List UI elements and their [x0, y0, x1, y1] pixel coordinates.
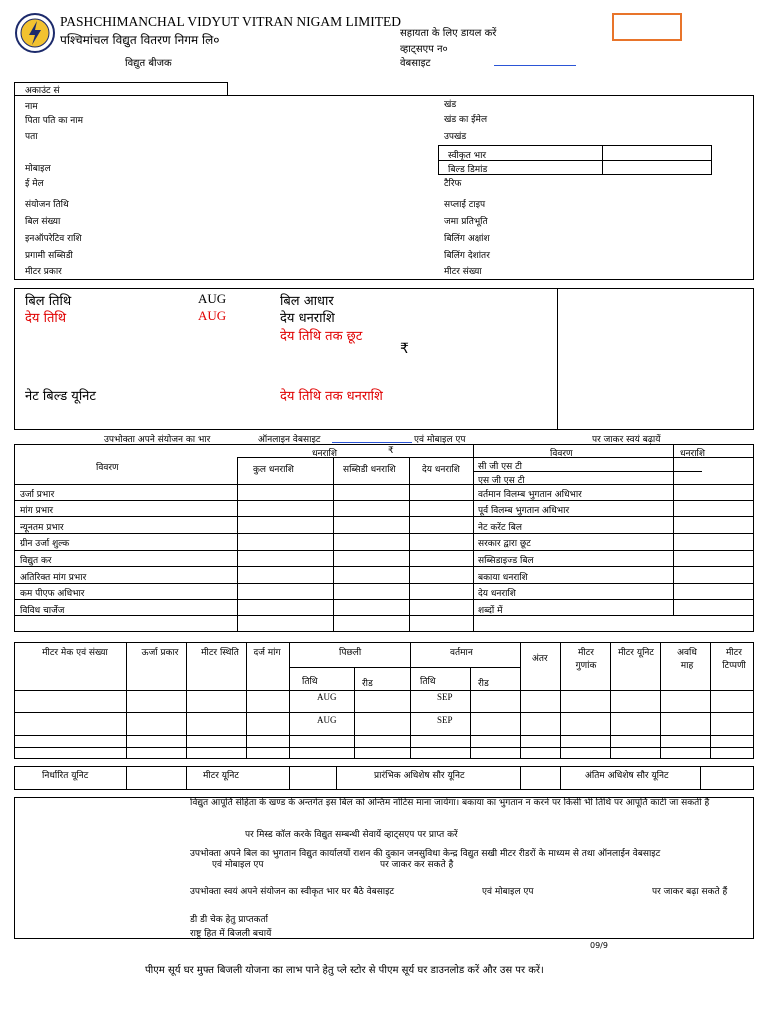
load-increase-can-text: पर जाकर बढ़ा सकते हैं — [652, 887, 728, 897]
save-electricity-text: राष्ट्र हित में बिजली बचायें — [190, 929, 272, 939]
previous-late-surcharge-label: पूर्व विलम्ब भुगतान अधिभार — [478, 506, 570, 516]
whatsapp-label: व्हाट्सएप न० — [400, 44, 448, 55]
closing-solar-units-label: अंतिम अधिशेष सौर यूनिट — [585, 771, 669, 781]
misc-charges-label: विविध चार्जेज — [20, 606, 65, 616]
subsidy-amount-header: सब्सिडी धनराशि — [343, 465, 396, 475]
energy-charge-label: उर्जा प्रभार — [20, 490, 55, 500]
meter-reading-table — [14, 642, 754, 759]
previous-date-subheader: तिथि — [302, 677, 318, 687]
previous-month-2: AUG — [317, 715, 337, 725]
pm-surya-ghar-footer: पीएम सूर्य घर मुफ्त बिजली योजना का लाभ पाने हेतु प्ले स्टोर से पीएम सूर्य घर डाउनलोड करें और उस पर करें। — [145, 965, 544, 976]
billed-demand-label: बिल्ड डिमांड — [448, 165, 488, 175]
billing-longitude-label: बिलिंग देशांतर — [444, 251, 490, 261]
amount-in-words-label: शब्दों में — [478, 606, 503, 616]
opening-solar-units-label: प्रारंभिक अधिशेष सौर यूनिट — [374, 771, 465, 781]
email-label: ई मेल — [25, 179, 44, 189]
right-amount-header: धनराशि — [680, 449, 705, 459]
load-notice-text-2: ऑनलाइन वेबसाइट — [258, 435, 321, 445]
energy-type-header: ऊर्जा प्रकार — [141, 648, 179, 658]
bill-date-month: AUG — [198, 291, 227, 306]
payable-amount-header: देय धनराशि — [422, 465, 460, 475]
bill-code: 09/9 — [590, 941, 608, 950]
sanctioned-load-label: स्वीकृत भार — [448, 151, 487, 161]
supply-type-label: सप्लाई टाइप — [444, 200, 486, 210]
green-energy-fee-label: ग्रीन उर्जा शुल्क — [20, 539, 70, 549]
description-header: विवरण — [96, 463, 119, 473]
net-billed-units-label: नेट बिल्ड यूनिट — [25, 389, 96, 404]
mobile-label: मोबाइल — [25, 164, 51, 174]
meter-multiplier-header: मीटर गुणांक — [575, 648, 597, 671]
meter-no-label: मीटर संख्या — [444, 267, 482, 277]
bill-summary-box — [14, 288, 754, 430]
company-name-english: PASHCHIMANCHAL VIDYUT VITRAN NIGAM LIMITED — [60, 14, 402, 29]
total-amount-header: कुल धनराशि — [253, 465, 294, 475]
excess-demand-charge-label: अतिरिक्त मांग प्रभार — [20, 573, 87, 583]
meter-remark-header: मीटर टिप्पणी — [722, 648, 746, 671]
electricity-duty-label: विद्युत कर — [20, 556, 52, 566]
previous-month-1: AUG — [317, 692, 337, 702]
meter-units-label: मीटर यूनिट — [203, 771, 239, 781]
load-notice-text-4: पर जाकर स्वयं बढ़ायें — [592, 435, 661, 445]
rupee-symbol: ₹ — [400, 341, 409, 357]
account-no-label: अकाउंट सं — [25, 86, 60, 96]
due-date-label: देय तिथि — [25, 311, 67, 326]
tariff-label: टैरिफ — [444, 179, 462, 189]
meter-status-header: मीटर स्थिति — [201, 648, 239, 658]
cgst-label: सी जी एस टी — [478, 462, 522, 472]
due-date-month: AUG — [198, 308, 227, 323]
load-notice-text-1: उपभोक्ता अपने संयोजन का भार — [104, 435, 211, 445]
final-notice-text: विद्युत आपूर्ति संहिता के खण्ड के अन्तर्गत इस बिल को अन्तिम नोटिस माना जायेगा। बकाया का भुगतान न करने पर किसी भी तिथि पर आपूर्ति काटी जा सकती है — [190, 798, 710, 808]
website-link-line — [494, 65, 576, 66]
name-label: नाम — [25, 102, 38, 112]
subsidized-bill-label: सब्सिडाइज्ड बिल — [478, 556, 534, 566]
bill-no-label: बिल संख्या — [25, 217, 61, 227]
period-months-header: अवधि माह — [677, 648, 697, 671]
subdivision-label: उपखंड — [444, 132, 467, 142]
load-increase-app-text: एवं मोबाइल एप — [482, 887, 534, 897]
amount-due-label: देय धनराशि — [280, 311, 335, 326]
load-increase-text: उपभोक्ता स्वयं अपने संयोजन का स्वीकृत भार घर बैठे वेबसाइट — [190, 887, 395, 897]
amount-header: धनराशि — [312, 449, 337, 459]
division-label: खंड — [444, 100, 457, 110]
current-month-1: SEP — [437, 692, 453, 702]
website-label: वेबसाइट — [400, 58, 431, 69]
meter-units-header: मीटर यूनिट — [618, 648, 654, 658]
sgst-label: एस जी एस टी — [478, 476, 525, 486]
security-deposit-label: जमा प्रतिभूति — [444, 217, 488, 227]
right-description-header: विवरण — [550, 449, 573, 459]
billing-latitude-label: बिलिंग अक्षांश — [444, 234, 490, 244]
current-read-subheader: रीड — [478, 679, 489, 689]
current-late-surcharge-label: वर्तमान विलम्ब भुगतान अधिभार — [478, 490, 582, 500]
qr-code-box — [612, 13, 682, 41]
load-notice-link-line — [332, 442, 412, 443]
demand-charge-label: मांग प्रभार — [20, 506, 54, 516]
minimum-charge-label: न्यूनतम प्रभार — [20, 523, 64, 533]
father-husband-label: पिता पति का नाम — [25, 116, 84, 126]
incentive-label: इनऑपरेटिव राशि — [25, 234, 82, 244]
payment-can-text: पर जाकर कर सकते है — [380, 860, 454, 870]
assessed-units-label: निर्धारित यूनिट — [42, 771, 89, 781]
bill-basis-label: बिल आधार — [280, 294, 334, 309]
division-email-label: खंड का ईमेल — [444, 115, 488, 125]
previous-reading-header: पिछली — [339, 648, 362, 658]
low-pf-surcharge-label: कम पीएफ अधिभार — [20, 589, 85, 599]
rebate-till-due-label: देय तिथि तक छूट — [280, 329, 363, 344]
document-title: विद्युत बीजक — [125, 58, 172, 69]
current-month-2: SEP — [437, 715, 453, 725]
current-date-subheader: तिथि — [420, 677, 436, 687]
progressive-subsidy-label: प्रगामी सब्सिडी — [25, 251, 73, 261]
net-current-bill-label: नेट करेंट बिल — [478, 523, 522, 533]
meter-make-header: मीटर मेक एवं संख्या — [42, 648, 108, 658]
payable-amount-label: देय धनराशि — [478, 589, 516, 599]
company-name-hindi: पश्चिमांचल विद्युत वितरण निगम लि० — [60, 33, 220, 47]
previous-read-subheader: रीड — [362, 679, 373, 689]
payment-app-text: एवं मोबाइल एप — [212, 860, 264, 870]
current-reading-header: वर्तमान — [450, 648, 473, 658]
company-logo — [14, 12, 56, 54]
helpline-label: सहायता के लिए डायल करें — [400, 28, 497, 39]
dd-cheque-payee-text: डी डी चेक हेतु प्राप्तकर्ता — [190, 915, 268, 925]
bill-date-label: बिल तिथि — [25, 294, 72, 309]
payment-channels-text: उपभोक्ता अपने बिल का भुगतान विद्युत कार्यालयों राशन की दुकान जनसुविधा केन्द्र विद्युत सखी मीटर रीडरों के माध्यम से तथा ऑनलाईन वेबसाइट — [190, 849, 661, 859]
arrears-label: बकाया धनराशि — [478, 573, 528, 583]
load-notice-text-3: एवं मोबाइल एप — [414, 435, 466, 445]
consumer-details-box — [14, 95, 754, 280]
amount-rupee-symbol: ₹ — [388, 446, 394, 456]
amount-till-due-label: देय तिथि तक धनराशि — [280, 389, 383, 404]
connection-date-label: संयोजन तिथि — [25, 200, 69, 210]
address-label: पता — [25, 132, 38, 142]
govt-rebate-label: सरकार द्वारा छूट — [478, 539, 531, 549]
missed-call-text: पर मिस्ड कॉल करके विद्युत सम्बन्धी सेवायें व्हाट्सएप पर प्राप्त करें — [245, 830, 458, 840]
recorded-demand-header: दर्ज मांग — [253, 648, 281, 658]
difference-header: अंतर — [532, 654, 548, 664]
meter-type-label: मीटर प्रकार — [25, 267, 62, 277]
